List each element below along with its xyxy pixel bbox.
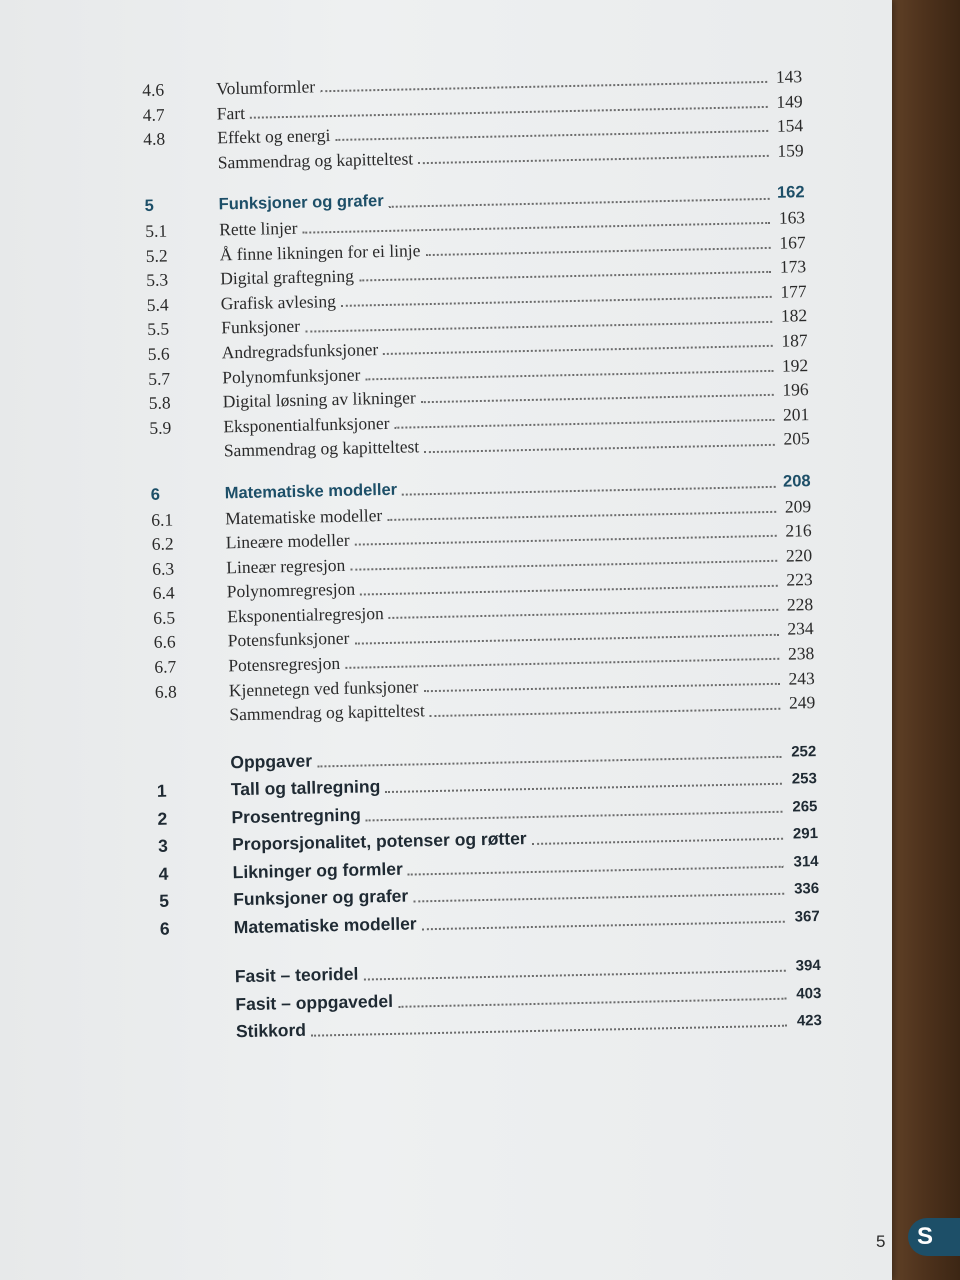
entry-page: 291 bbox=[792, 825, 819, 843]
entry-page: 336 bbox=[793, 880, 820, 898]
entry-number: 6 bbox=[150, 485, 161, 504]
entry-number: 6.4 bbox=[152, 582, 175, 604]
dot-leader bbox=[385, 783, 782, 793]
entry-title: Lineære modeller bbox=[225, 529, 350, 553]
entry-page: 163 bbox=[778, 207, 806, 228]
entry-page: 249 bbox=[788, 692, 816, 713]
entry-title: Eksponentialregresjon bbox=[227, 602, 384, 627]
entry-number bbox=[162, 1038, 236, 1040]
entry-page: 403 bbox=[796, 984, 822, 1003]
entry-number: 6.6 bbox=[153, 631, 176, 653]
entry-page: 223 bbox=[786, 569, 813, 590]
entry-title: Prosentregning bbox=[231, 804, 362, 828]
entry-page: 265 bbox=[792, 797, 818, 816]
entry-title: Polynomfunksjoner bbox=[222, 364, 361, 387]
entry-page: 367 bbox=[794, 907, 820, 926]
entry-number bbox=[150, 457, 224, 459]
entry-page: 423 bbox=[796, 1012, 823, 1030]
section-tab: S bbox=[908, 1218, 960, 1256]
dot-leader bbox=[418, 155, 769, 164]
entry-title: Funksjoner og grafer bbox=[218, 192, 384, 214]
entry-title: Å finne likningen for ei linje bbox=[219, 239, 421, 264]
entry-title: Digital graftegning bbox=[220, 265, 355, 289]
entry-page: 201 bbox=[782, 403, 810, 425]
entry-page: 205 bbox=[783, 428, 810, 449]
entry-number bbox=[144, 168, 218, 170]
entry-title: Likninger og formler bbox=[232, 858, 403, 883]
entry-page: 208 bbox=[782, 471, 811, 491]
entry-title: Rette linjer bbox=[218, 217, 298, 240]
entry-page: 228 bbox=[786, 593, 814, 615]
entry-title: Volumformler bbox=[216, 76, 316, 99]
entry-title: Proporsjonalitet, potenser og røtter bbox=[231, 828, 527, 855]
entry-number bbox=[162, 1010, 236, 1012]
entry-page: 192 bbox=[781, 354, 809, 376]
dot-leader bbox=[366, 810, 783, 821]
entry-number: 4.8 bbox=[143, 128, 166, 150]
entry-title: Stikkord bbox=[235, 1020, 307, 1042]
dot-leader bbox=[423, 683, 779, 692]
entry-number: 2 bbox=[157, 808, 168, 829]
table-of-contents bbox=[142, 64, 822, 1047]
entry-title: Grafisk avlesing bbox=[220, 290, 337, 314]
dot-leader bbox=[363, 970, 785, 981]
entry-page: 159 bbox=[777, 139, 804, 161]
entry-title: Oppgaver bbox=[230, 750, 313, 773]
entry-title: Fasit – oppgavedel bbox=[235, 990, 394, 1015]
entry-page: 253 bbox=[791, 770, 818, 788]
entry-number: 6.7 bbox=[154, 656, 177, 677]
entry-title: Tall og tallregning bbox=[230, 776, 381, 800]
entry-number: 4.6 bbox=[142, 79, 165, 100]
entry-number: 5.2 bbox=[145, 245, 168, 266]
dot-leader bbox=[421, 394, 774, 403]
entry-number bbox=[155, 721, 229, 723]
entry-page: 154 bbox=[776, 115, 804, 136]
entry-page: 243 bbox=[788, 667, 815, 689]
entry-number: 5.8 bbox=[148, 392, 171, 414]
entry-number: 5.1 bbox=[144, 220, 168, 241]
entry-title: Andregradsfunksjoner bbox=[221, 339, 379, 363]
entry-number: 5 bbox=[144, 197, 155, 216]
entry-title: Sammendrag og kapitteltest bbox=[217, 148, 414, 173]
entry-title: Sammendrag og kapitteltest bbox=[229, 700, 425, 725]
entry-number: 4.7 bbox=[142, 104, 165, 125]
entry-page: 238 bbox=[787, 643, 815, 664]
dot-leader bbox=[311, 1025, 787, 1037]
entry-title: Sammendrag og kapitteltest bbox=[223, 436, 420, 461]
entry-title: Lineær regresjon bbox=[226, 554, 346, 578]
entry-title: Matematiske modeller bbox=[233, 913, 417, 938]
entry-page: 149 bbox=[776, 90, 803, 112]
entry-number: 6.1 bbox=[151, 508, 174, 530]
entry-title: Digital løsning av likninger bbox=[222, 387, 416, 412]
entry-number: 3 bbox=[157, 835, 169, 857]
entry-number: 1 bbox=[156, 780, 167, 802]
dot-leader bbox=[424, 443, 775, 452]
entry-title: Fart bbox=[216, 102, 246, 124]
entry-page: 162 bbox=[776, 183, 805, 203]
entry-number: 6.5 bbox=[153, 607, 176, 628]
dot-leader bbox=[430, 707, 781, 716]
dot-leader bbox=[395, 419, 775, 429]
entry-number: 5.4 bbox=[146, 294, 169, 315]
entry-title: Funksjoner bbox=[221, 316, 301, 338]
entry-page: 234 bbox=[787, 618, 814, 640]
entry-title: Eksponentialfunksjoner bbox=[223, 412, 390, 437]
dot-leader bbox=[413, 893, 784, 903]
entry-page: 220 bbox=[785, 544, 813, 566]
entry-title: Fasit – teoridel bbox=[234, 964, 359, 987]
entry-title: Potensfunksjoner bbox=[227, 628, 350, 651]
dot-leader bbox=[532, 838, 783, 845]
entry-page: 196 bbox=[782, 379, 809, 400]
entry-page: 187 bbox=[781, 330, 808, 351]
entry-number: 6.3 bbox=[152, 558, 175, 579]
entry-title: Polynomregresjon bbox=[226, 578, 356, 602]
entry-page: 209 bbox=[784, 495, 812, 517]
dot-leader bbox=[402, 486, 776, 496]
entry-number: 5.7 bbox=[148, 368, 171, 389]
entry-number: 5.9 bbox=[149, 417, 172, 438]
entry-page: 177 bbox=[780, 280, 807, 302]
entry-number: 6.2 bbox=[151, 533, 174, 554]
entry-number bbox=[161, 983, 235, 985]
entry-number: 5 bbox=[159, 890, 170, 912]
dot-leader bbox=[398, 997, 786, 1007]
entry-title: Effekt og energi bbox=[217, 125, 331, 148]
entry-number bbox=[156, 768, 230, 770]
entry-number: 4 bbox=[158, 863, 169, 884]
entry-number: 5.3 bbox=[146, 269, 169, 291]
dot-leader bbox=[422, 920, 785, 930]
entry-title: Matematiske modeller bbox=[224, 480, 398, 503]
entry-title: Kjennetegn ved funksjoner bbox=[228, 676, 419, 700]
dot-leader bbox=[408, 865, 784, 875]
page-number: 5 bbox=[876, 1232, 886, 1251]
entry-title: Matematiske modeller bbox=[225, 504, 383, 528]
entry-number: 5.6 bbox=[147, 343, 170, 364]
entry-number: 5.5 bbox=[147, 318, 170, 340]
entry-page: 182 bbox=[780, 305, 808, 327]
entry-page: 167 bbox=[779, 231, 806, 253]
dot-leader bbox=[425, 247, 770, 256]
dot-leader bbox=[317, 755, 781, 767]
entry-title: Potensregresjon bbox=[228, 653, 341, 676]
entry-page: 143 bbox=[775, 66, 803, 87]
entry-number: 6.8 bbox=[154, 681, 177, 702]
entry-title: Funksjoner og grafer bbox=[233, 885, 409, 910]
entry-page: 216 bbox=[785, 520, 812, 541]
entry-page: 394 bbox=[795, 957, 821, 975]
entry-number: 6 bbox=[159, 918, 170, 939]
entry-page: 173 bbox=[779, 256, 807, 277]
entry-page: 314 bbox=[793, 852, 819, 871]
entry-page: 252 bbox=[791, 742, 817, 761]
